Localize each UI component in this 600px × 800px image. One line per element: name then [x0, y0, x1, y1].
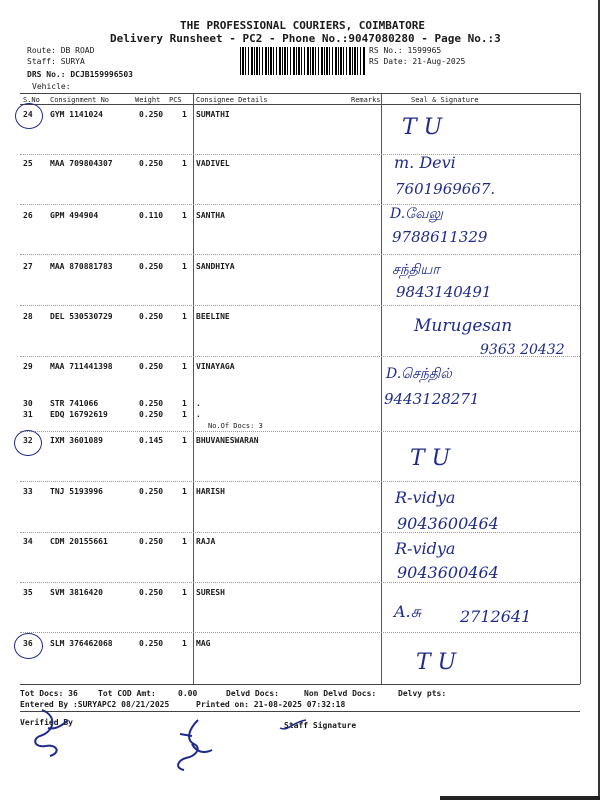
sno-circle-mark: [14, 633, 43, 659]
row-consignee: SANDHIYA: [196, 262, 235, 271]
route-label: Route: DB ROAD: [27, 46, 95, 55]
row-cn: IXM 3601089: [50, 436, 103, 445]
staff-signature: Staff Signature: [284, 721, 357, 730]
row-sno: 25: [23, 159, 33, 168]
row-divider: [20, 632, 580, 633]
sno-circle-mark: [15, 103, 43, 129]
row-weight: 0.250: [139, 262, 164, 271]
signature-28-phone: 9363 20432: [480, 342, 565, 358]
row-cn: EDQ 16792619: [50, 410, 108, 419]
row-weight: 0.250: [139, 110, 164, 119]
tot-cod-label: Tot COD Amt:: [98, 689, 156, 698]
row-sno: 29: [23, 362, 33, 371]
row-pcs: 1: [182, 436, 187, 445]
delvy-pts: Delvy pts:: [398, 689, 447, 698]
header-bottom-rule: [20, 104, 580, 105]
row-cn: CDM 20155661: [50, 537, 108, 546]
row-pcs: 1: [182, 262, 187, 271]
row-cn: GYM 1141024: [50, 110, 103, 119]
header-top-rule: [20, 93, 580, 94]
row-sno: 35: [23, 588, 33, 597]
row-divider: [20, 481, 580, 482]
scan-bottom-edge: [440, 796, 600, 800]
row-pcs: 1: [182, 159, 187, 168]
col-consignee: Consignee Details: [196, 96, 268, 104]
row-consignee: BHUVANESWARAN: [196, 436, 259, 445]
rs-date: RS Date: 21-Aug-2025: [369, 57, 466, 66]
row-weight: 0.250: [139, 362, 164, 371]
row-sno: 26: [23, 211, 33, 220]
row-divider: [20, 431, 580, 432]
row-sno: 33: [23, 487, 33, 496]
signature-25-name: m. Devi: [394, 153, 456, 172]
signature-33-name: R-vidya: [395, 488, 456, 507]
staff-label: Staff: SURYA: [27, 57, 85, 66]
tot-docs: Tot Docs: 36: [20, 689, 78, 698]
row-weight: 0.145: [139, 436, 164, 445]
row-cn: DEL 530530729: [50, 312, 113, 321]
signature-28-name: Murugesan: [414, 316, 513, 336]
row-consignee: HARISH: [196, 487, 225, 496]
col-consignment: Consignment No: [50, 96, 110, 104]
row-pcs: 1: [182, 399, 187, 408]
row-cn: SVM 3816420: [50, 588, 103, 597]
row-weight: 0.250: [139, 410, 164, 419]
row-divider: [20, 305, 580, 306]
entered-by: Entered By :SURYAPC2 08/21/2025: [20, 700, 170, 709]
table-bottom-rule: [20, 684, 580, 685]
row-pcs: 1: [182, 410, 187, 419]
signature-27-name: சந்தியா: [392, 262, 440, 278]
signature-35-phone: 2712641: [460, 607, 532, 626]
footer-rule: [20, 711, 580, 712]
col-pcs: PCS: [169, 96, 182, 104]
rs-number: RS No.: 1599965: [369, 46, 442, 55]
row-consignee: VADIVEL: [196, 159, 230, 168]
sno-circle-mark: [14, 430, 42, 456]
row-consignee: VINAYAGA: [196, 362, 235, 371]
row-divider: [20, 254, 580, 255]
row-consignee: SANTHA: [196, 211, 225, 220]
row-consignee: .: [196, 399, 201, 408]
row-sno: 34: [23, 537, 33, 546]
signature-26-phone: 9788611329: [392, 228, 488, 246]
row-pcs: 1: [182, 639, 187, 648]
printed-on: Printed on: 21-08-2025 07:32:18: [196, 700, 346, 709]
row-weight: 0.250: [139, 312, 164, 321]
row-sno: 28: [23, 312, 33, 321]
row-cn: MAA 709804307: [50, 159, 113, 168]
non-delvd-docs: Non Delvd Docs:: [304, 689, 377, 698]
row-divider: [20, 154, 580, 155]
col-divider: [193, 93, 194, 684]
row-cn: SLM 376462068: [50, 639, 113, 648]
row-consignee: MAG: [196, 639, 211, 648]
row-pcs: 1: [182, 110, 187, 119]
row-sno: 24: [23, 110, 33, 119]
row-weight: 0.250: [139, 159, 164, 168]
runsheet-subtitle: Delivery Runsheet - PC2 - Phone No.:9047080280 - Page No.:3: [110, 32, 501, 45]
signature-34-name: R-vidya: [395, 539, 456, 558]
row-pcs: 1: [182, 211, 187, 220]
row-consignee: SUMATHI: [196, 110, 230, 119]
verified-by: Verified By: [20, 718, 73, 727]
col-remarks: Remarks: [351, 96, 381, 104]
row-consignee: RAJA: [196, 537, 216, 546]
row-pcs: 1: [182, 537, 187, 546]
vehicle-label: Vehicle:: [32, 82, 71, 91]
row-pcs: 1: [182, 312, 187, 321]
signature-35-name: A.சு: [394, 602, 422, 621]
row-sno: 31: [23, 410, 33, 419]
signature-33-phone: 9043600464: [397, 514, 499, 533]
row-consignee: BEELINE: [196, 312, 230, 321]
signature-36: T U: [416, 650, 457, 675]
verifier-signature-mark: [28, 706, 76, 760]
signature-26-name: D.வேலு: [390, 206, 443, 222]
row-weight: 0.250: [139, 487, 164, 496]
company-title: THE PROFESSIONAL COURIERS, COIMBATORE: [180, 19, 426, 32]
row-weight: 0.250: [139, 639, 164, 648]
signature-29-phone: 9443128271: [384, 390, 480, 408]
col-sno: S.No: [23, 96, 40, 104]
row-sno: 30: [23, 399, 33, 408]
row-divider: [20, 204, 580, 205]
signature-34-phone: 9043600464: [397, 563, 499, 582]
signature-29-name: D.செந்தில்: [386, 366, 452, 382]
signature-27-phone: 9843140491: [396, 283, 492, 301]
col-weight: Weight: [135, 96, 161, 104]
col-divider: [381, 93, 382, 684]
row-weight: 0.250: [139, 399, 164, 408]
row-consignee: SURESH: [196, 588, 225, 597]
row-weight: 0.250: [139, 537, 164, 546]
tot-cod-amount: 0.00: [178, 689, 198, 698]
barcode-image: [240, 47, 366, 75]
row-cn: TNJ 5193996: [50, 487, 103, 496]
drs-number: DRS No.: DCJB159996503: [27, 70, 133, 79]
staff-signature-mark: [168, 716, 218, 774]
row-cn: MAA 870881783: [50, 262, 113, 271]
row-sno: 32: [23, 436, 33, 445]
delvd-docs: Delvd Docs:: [226, 689, 279, 698]
row-cn: MAA 711441398: [50, 362, 113, 371]
col-seal: Seal & Signature: [411, 96, 479, 104]
signature-25-phone: 7601969667.: [395, 180, 496, 198]
row-pcs: 1: [182, 487, 187, 496]
row-weight: 0.250: [139, 588, 164, 597]
row-pcs: 1: [182, 362, 187, 371]
signature-24: T U: [402, 115, 443, 140]
row-pcs: 1: [182, 588, 187, 597]
row-divider: [20, 582, 580, 583]
row-weight: 0.110: [139, 211, 164, 220]
row-sno: 36: [23, 639, 33, 648]
staff-sign-tick: [278, 718, 308, 734]
row-consignee: .: [196, 410, 201, 419]
no-of-docs: No.Of Docs: 3: [208, 422, 263, 430]
row-cn: STR 741066: [50, 399, 99, 408]
signature-32: T U: [410, 446, 451, 471]
row-sno: 27: [23, 262, 33, 271]
col-divider: [580, 93, 581, 684]
row-cn: GPM 494904: [50, 211, 99, 220]
